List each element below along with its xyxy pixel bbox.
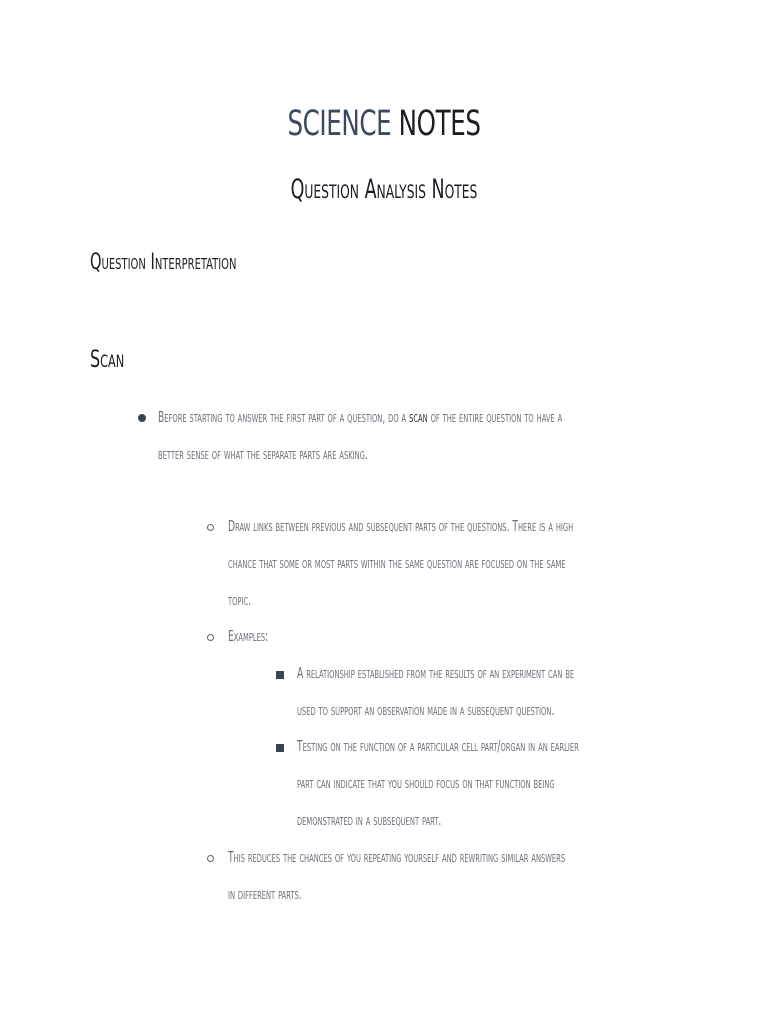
sub2-line1: Examples: xyxy=(228,627,269,645)
bullet1-text-post: of the entire question to have a xyxy=(430,408,563,426)
bullet1-line2: better sense of what the separate parts are asking. xyxy=(158,445,368,463)
bullet-circle-icon xyxy=(207,855,214,862)
ex1-line1: A relationship established from the results of an experiment can be xyxy=(297,664,575,682)
bullet1-line1 xyxy=(158,408,562,426)
title-part-notes: NOTES xyxy=(398,104,481,144)
sub1-line2: chance that some or most parts within the same question are focused on the same xyxy=(228,554,566,572)
bullet-circle-icon xyxy=(207,524,214,531)
ex1-line2: used to support an observation made in a subsequent question. xyxy=(297,701,555,719)
heading-question-interpretation: Question Interpretation xyxy=(90,250,237,275)
sub1-line3: topic. xyxy=(228,591,252,609)
page-title xyxy=(84,104,683,144)
title-part-science: SCIENCE xyxy=(287,104,392,144)
sub3-line2: in different parts. xyxy=(228,885,302,903)
sub1-line1: Draw links between previous and subsequent parts of the questions. There is a high xyxy=(228,517,574,535)
ex2-line2: part can indicate that you should focus on that function being xyxy=(297,774,555,792)
bullet1-text-pre: Before starting to answer the first part of a question, do a xyxy=(158,408,407,426)
ex2-line3: demonstrated in a subsequent part. xyxy=(297,811,442,829)
bullet-square-icon xyxy=(276,744,284,752)
heading-scan: Scan xyxy=(90,345,125,373)
bullet-circle-icon xyxy=(207,634,214,641)
page-subtitle: Question Analysis Notes xyxy=(290,174,478,205)
sub3-line1: This reduces the chances of you repeating yourself and rewriting similar answers xyxy=(228,848,566,866)
bullet1-emphasis: scan xyxy=(409,408,428,426)
bullet-square-icon xyxy=(276,671,284,679)
ex2-line1: Testing on the function of a particular cell part/organ in an earlier xyxy=(297,737,579,755)
bullet-disc-icon xyxy=(138,414,146,422)
